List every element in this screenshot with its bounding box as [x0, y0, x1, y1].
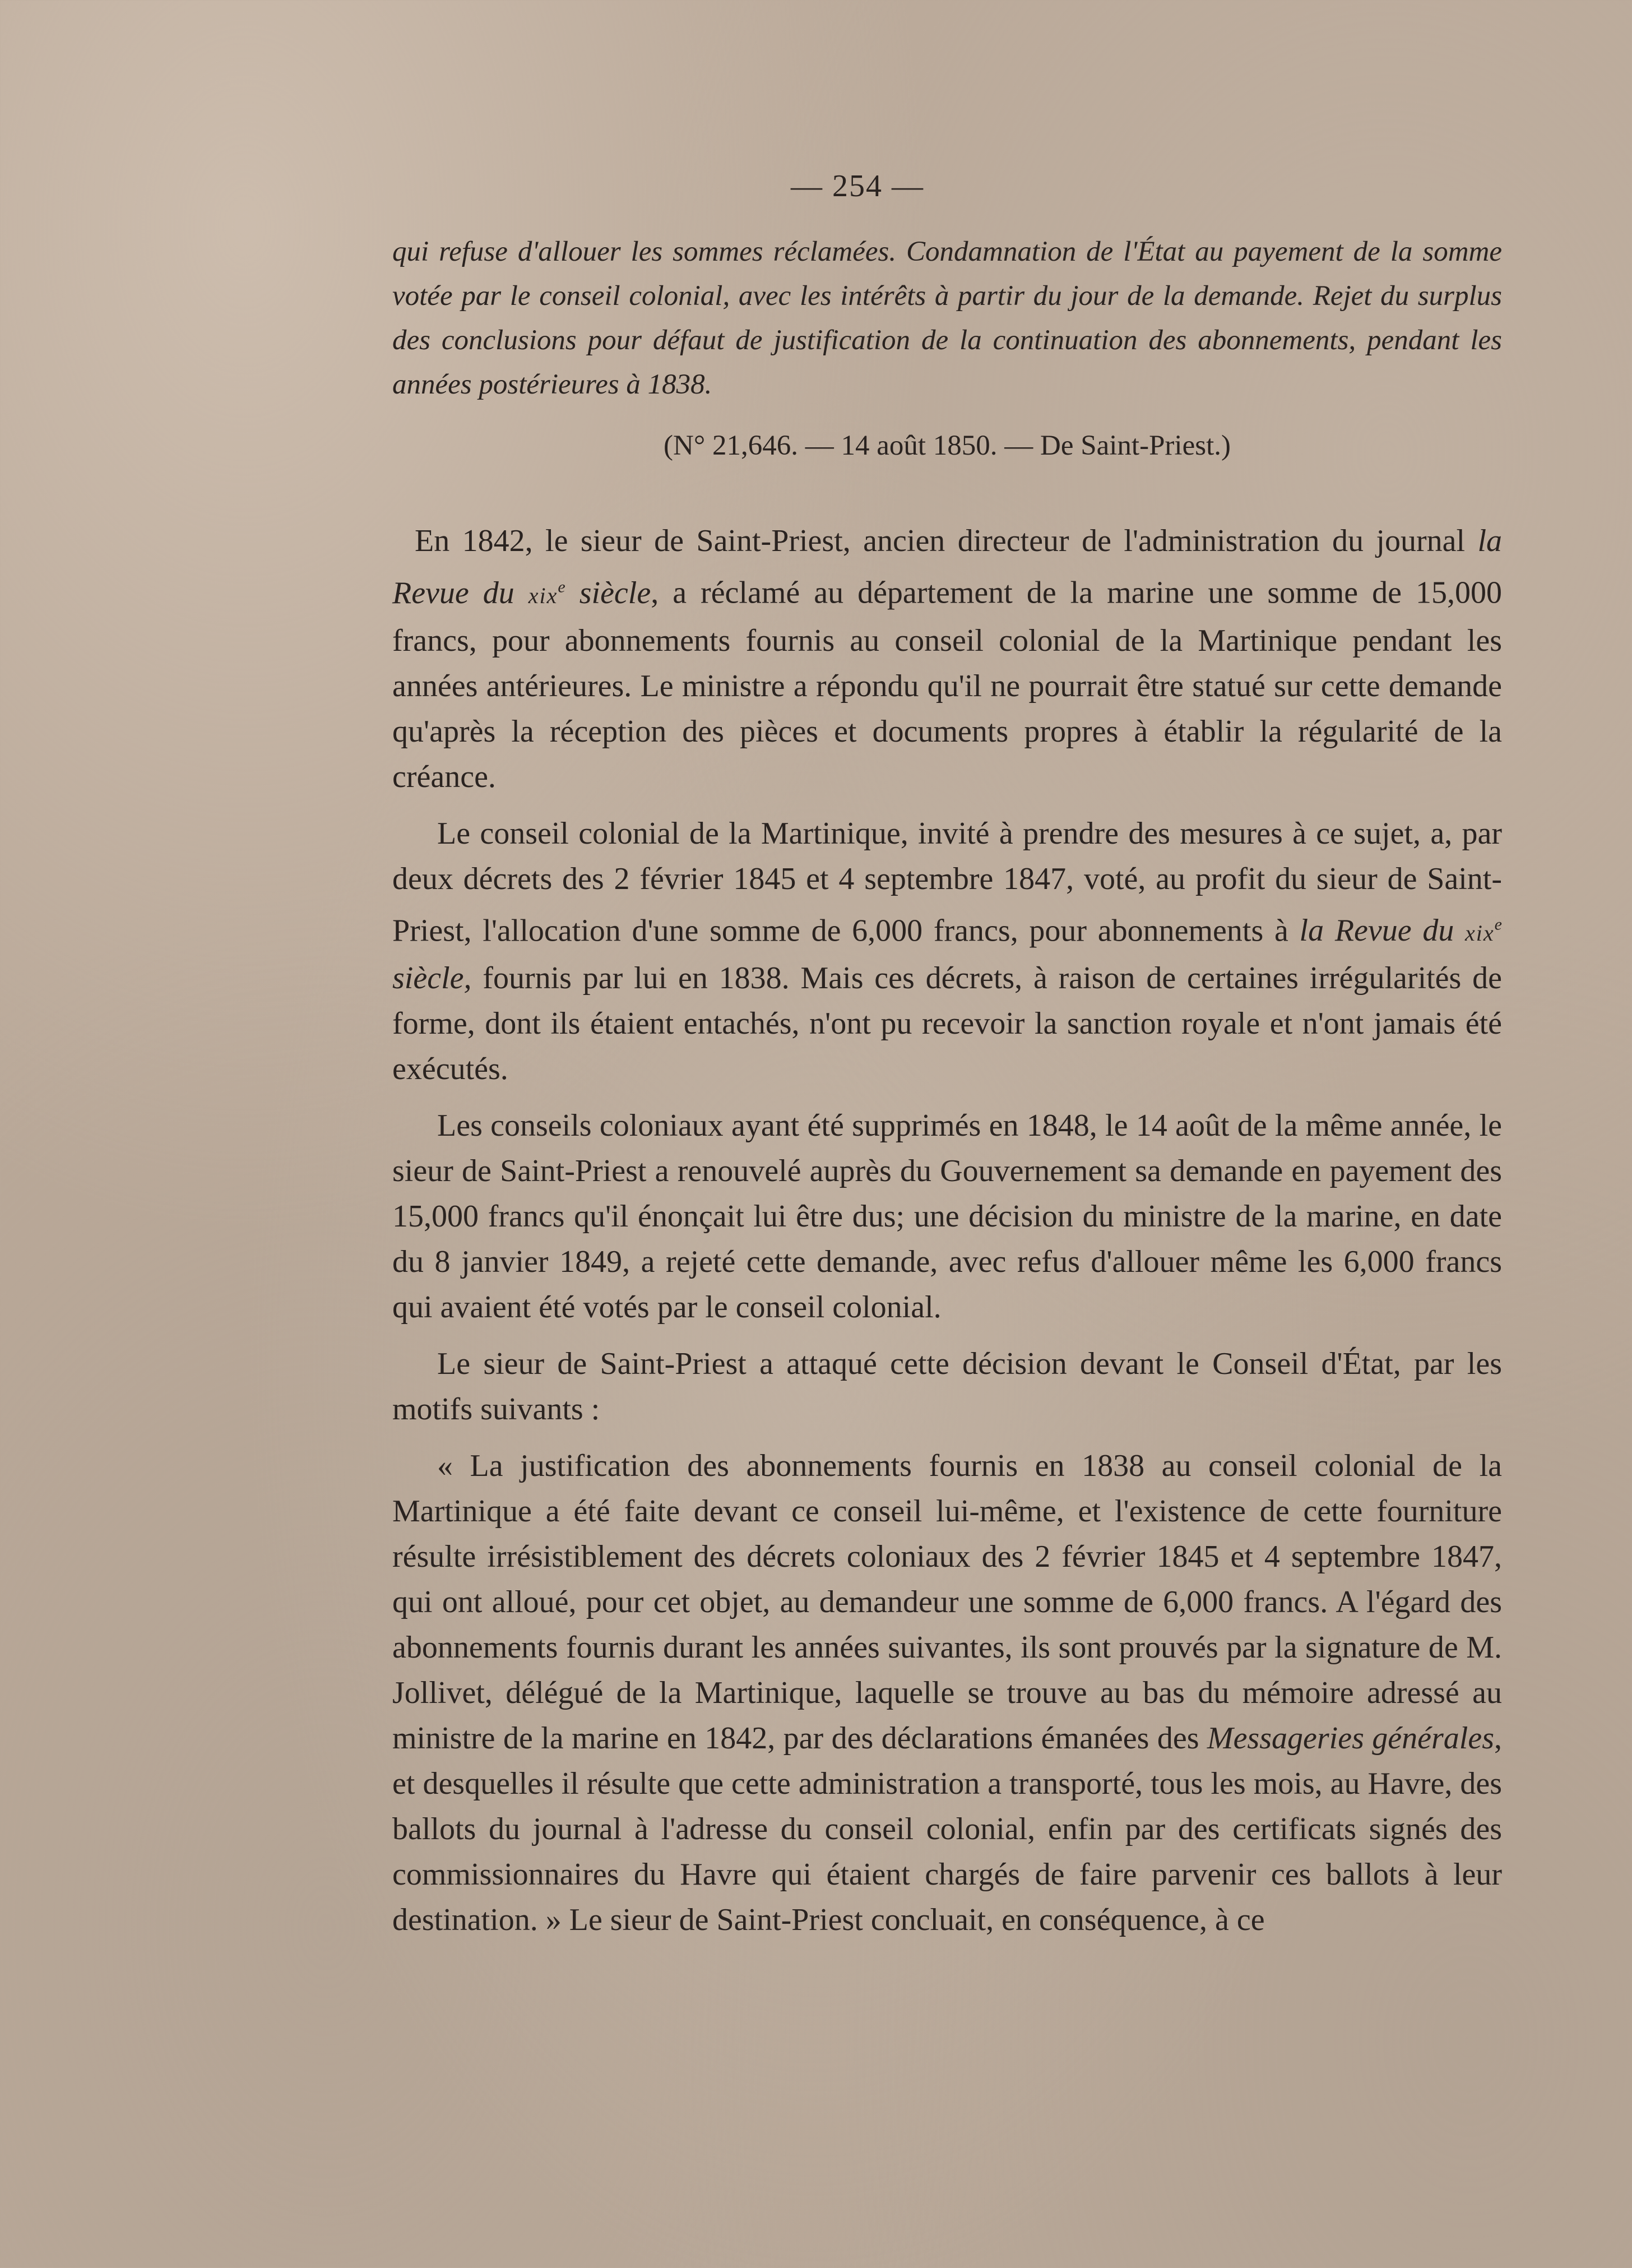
- journal-title-text: la Revue du: [392, 524, 1502, 610]
- paragraph-5: [392, 1443, 1502, 1943]
- text-body: [392, 230, 1502, 1943]
- paragraph-1: [392, 519, 1502, 800]
- paragraph-5-text-a: « La justification des abonnements fournis en 1838 au conseil colonial de la Martinique a été faite devant ce conseil lui-même, et l'existence de cette fourniture résulte irrésistiblement des décrets coloniaux des 2 février 1845 et 4 septembre 1847, qui ont alloué, pour cet objet, au demandeur une somme de 6,000 francs. A l'égard des abonnements fournis durant les années suivantes, ils sont prouvés par la signature de M. Jollivet, délégué de la Martinique, laquelle se trouve au bas du mémoire adressé au ministre de la marine en 1842, par des déclarations émanées des: [392, 1448, 1502, 1756]
- messageries-title: Messageries générales: [1207, 1721, 1495, 1756]
- century-numeral: xix: [1465, 920, 1495, 946]
- paragraph-5-text-b: , et desquelles il résulte que cette administration a transporté, tous les mois, au Havre, des ballots du journal à l'adresse du conseil colonial, enfin par des certificats signés des commissionnaires du Havre qui étaient chargés de faire parvenir ces ballots à leur destination. » Le sieur de Saint-Priest concluait, en conséquence, à ce: [392, 1721, 1503, 1938]
- case-reference: (N° 21,646. — 14 août 1850. — De Saint-Priest.): [664, 430, 1231, 461]
- case-summary: qui refuse d'allouer les sommes réclamées. Condamnation de l'État au payement de la somme votée par le conseil colonial, avec les intérêts à partir du jour de la demande. Rejet du surplus des conclusions pour défaut de justification de la continuation des abonnements, pendant les années postérieures à 1838.: [392, 236, 1502, 400]
- paragraph-3: Les conseils coloniaux ayant été supprimés en 1848, le 14 août de la même année, le sieur de Saint-Priest a renouvelé auprès du Gouvernement sa demande en payement des 15,000 francs qu'il énonçait lui être dus; une décision du ministre de la marine, en date du 8 janvier 1849, a rejeté cette demande, avec refus d'allouer même les 6,000 francs qui avaient été votés par le conseil colonial.: [392, 1108, 1502, 1325]
- century-numeral: xix: [528, 582, 558, 608]
- journal-title-text: la Revue du: [1299, 913, 1466, 948]
- paragraph-1-text-a: En 1842, le sieur de Saint-Priest, ancien directeur de l'administration du journal: [415, 524, 1478, 558]
- paragraph-2-text-b: fournis par lui en 1838. Mais ces décrets, à raison de certaines irrégularités de forme, dont ils étaient entachés, n'ont pu recevoir la sanction royale et n'ont jamais été exécutés.: [392, 961, 1502, 1087]
- journal-title-siecle: siècle: [565, 575, 651, 610]
- century-superscript: e: [558, 577, 565, 596]
- paragraph-1-text-b: , a réclamé au département de la marine une somme de 15,000 francs, pour abonnements fournis au conseil colonial de la Martinique pendant les années antérieures. Le ministre a répondu qu'il ne pourrait être statué sur cette demande qu'après la réception des pièces et documents propres à établir la régularité de la créance.: [392, 575, 1502, 794]
- paragraph-4: Le sieur de Saint-Priest a attaqué cette décision devant le Conseil d'État, par les motifs suivants :: [392, 1346, 1502, 1427]
- journal-title-siecle: siècle,: [392, 961, 472, 996]
- paragraph-2: [392, 811, 1502, 1093]
- paragraph-2-text-a: Le conseil colonial de la Martinique, invité à prendre des mesures à ce sujet, a, par deux décrets des 2 février 1845 et 4 septembre 1847, voté, au profit du sieur de Saint-Priest, l'allocation d'une somme de 6,000 francs, pour abonnements à: [392, 816, 1502, 948]
- century-superscript: e: [1494, 915, 1502, 934]
- page-number: — 254 —: [791, 169, 924, 203]
